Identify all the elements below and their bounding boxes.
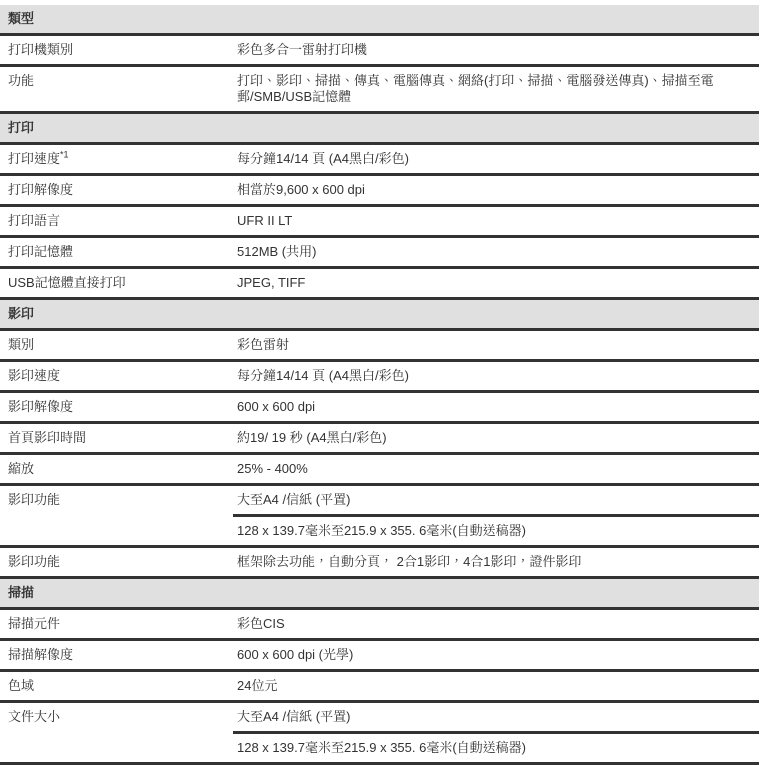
spec-subvalue: 大至A4 /信紙 (平置) <box>237 492 351 507</box>
spec-value: UFR II LT <box>237 213 293 228</box>
spec-value: 每分鐘14/14 頁 (A4黑白/彩色) <box>237 151 409 166</box>
table-row <box>0 145 759 176</box>
spec-label: 文件大小 <box>8 709 61 724</box>
spec-value: 600 x 600 dpi <box>237 399 316 414</box>
spec-label: 影印速度 <box>8 368 61 383</box>
spec-label: 首頁影印時間 <box>8 430 87 445</box>
spec-subvalue: 128 x 139.7毫米至215.9 x 355. 6毫米(自動送稿器) <box>233 514 759 545</box>
footnote-marker: *1 <box>60 149 69 160</box>
spec-value: 25% - 400% <box>237 461 308 476</box>
spec-label: 影印解像度 <box>8 399 74 414</box>
spec-value-group <box>233 703 759 762</box>
section-header-scan: 掃描 <box>0 579 759 610</box>
spec-value: 相當於9,600 x 600 dpi <box>237 182 365 197</box>
spec-label: 縮放 <box>8 461 35 476</box>
spec-value: JPEG, TIFF <box>237 275 306 290</box>
table-row <box>0 641 759 672</box>
spec-value: 彩色CIS <box>237 616 285 631</box>
spec-label: 打印機類別 <box>8 42 74 57</box>
table-row <box>0 393 759 424</box>
printer-spec-table <box>0 5 759 765</box>
spec-value: 約19/ 19 秒 (A4黑白/彩色) <box>237 430 387 445</box>
spec-value: 框架除去功能，自動分頁， 2合1影印，4合1影印，證件影印 <box>237 554 582 569</box>
spec-label: 打印語言 <box>8 213 61 228</box>
table-row <box>0 67 759 114</box>
spec-value: 彩色雷射 <box>237 337 290 352</box>
spec-label: 類別 <box>8 337 35 352</box>
spec-value: 24位元 <box>237 678 278 693</box>
table-row <box>0 548 759 579</box>
spec-label: 打印解像度 <box>8 182 74 197</box>
spec-subvalue: 大至A4 /信紙 (平置) <box>237 709 351 724</box>
table-row <box>0 269 759 300</box>
spec-label: 影印功能 <box>8 554 61 569</box>
section-header-copy: 影印 <box>0 300 759 331</box>
spec-label <box>0 145 233 173</box>
spec-value: 512MB (共用) <box>237 244 317 259</box>
spec-label: 掃描解像度 <box>8 647 74 662</box>
table-row <box>0 207 759 238</box>
spec-subvalue: 128 x 139.7毫米至215.9 x 355. 6毫米(自動送稿器) <box>233 731 759 762</box>
table-row <box>0 331 759 362</box>
spec-label: USB記憶體直接打印 <box>8 275 126 290</box>
table-row <box>0 610 759 641</box>
table-row <box>0 176 759 207</box>
table-row <box>0 703 759 765</box>
spec-label: 影印功能 <box>8 492 61 507</box>
table-row <box>0 362 759 393</box>
spec-value: 每分鐘14/14 頁 (A4黑白/彩色) <box>237 368 409 383</box>
table-row <box>0 424 759 455</box>
table-row <box>0 672 759 703</box>
table-row <box>0 238 759 269</box>
spec-label-text: 打印速度 <box>8 151 61 166</box>
spec-label: 功能 <box>8 73 35 88</box>
table-row <box>0 455 759 486</box>
spec-label: 掃描元件 <box>8 616 61 631</box>
table-row <box>0 486 759 548</box>
spec-value: 打印、影印、掃描、傳真、電腦傳真、網絡(打印、掃描、電腦發送傳真)、掃描至電郵/SMB/USB記憶體 <box>237 73 714 104</box>
section-header-type: 類型 <box>0 5 759 36</box>
spec-value: 600 x 600 dpi (光學) <box>237 647 354 662</box>
spec-value: 彩色多合一雷射打印機 <box>237 42 368 57</box>
spec-label: 色域 <box>8 678 35 693</box>
spec-label: 打印記憶體 <box>8 244 74 259</box>
table-row <box>0 36 759 67</box>
spec-value-group <box>233 486 759 545</box>
section-header-print: 打印 <box>0 114 759 145</box>
